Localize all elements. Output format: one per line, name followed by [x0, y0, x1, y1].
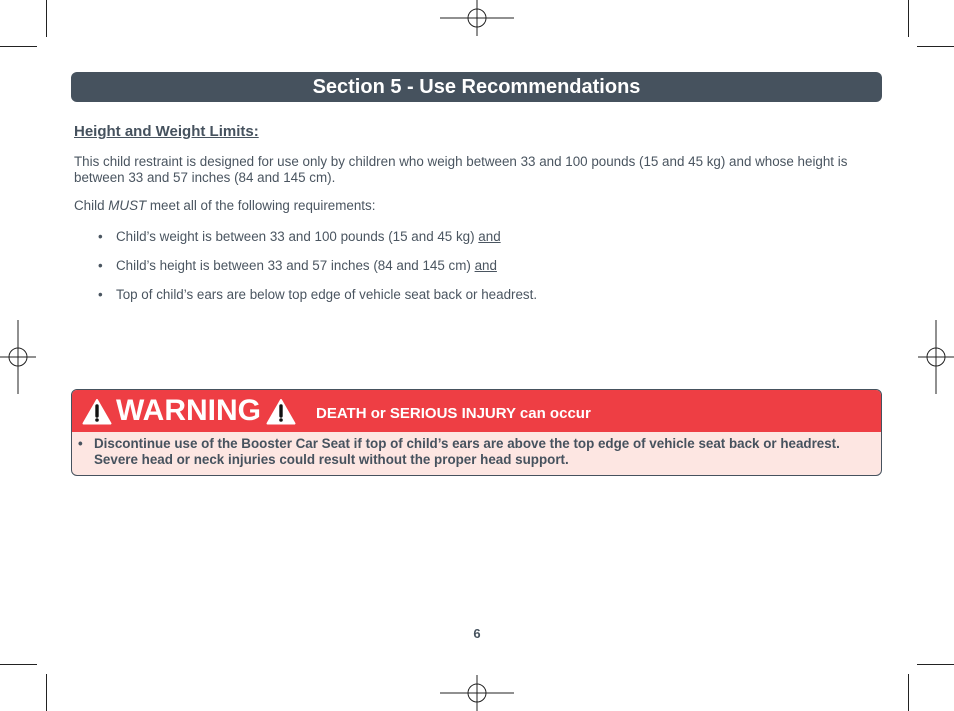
registration-mark-icon [918, 320, 954, 394]
requirements-prefix: Child [74, 198, 109, 213]
list-item [98, 258, 537, 274]
crop-mark [0, 664, 37, 665]
crop-mark [917, 664, 954, 665]
requirements-intro [74, 198, 375, 214]
page-number: 6 [473, 626, 481, 641]
registration-mark-icon [440, 0, 514, 36]
warning-triangle-icon [266, 398, 296, 425]
warning-body [72, 432, 881, 468]
requirements-list [98, 229, 537, 316]
requirement-body: Child’s weight is between 33 and 100 pounds (15 and 45 kg) [116, 229, 479, 244]
limits-heading: Height and Weight Limits: [74, 123, 259, 140]
bullet-icon: • [98, 229, 103, 244]
warning-text: Discontinue use of the Booster Car Seat if top of child’s ears are above the top edge of vehicle seat back or headrest. Severe head or neck injuries could result without the proper head support. [94, 436, 840, 467]
warning-box [71, 389, 882, 476]
crop-mark [917, 46, 954, 47]
requirement-text [116, 258, 497, 274]
warning-label: WARNING [116, 394, 261, 427]
requirements-emphasis: MUST [108, 198, 147, 213]
crop-mark [46, 0, 47, 37]
list-item [98, 287, 537, 303]
crop-mark [46, 674, 47, 711]
list-item [98, 229, 537, 245]
requirement-text [116, 229, 501, 245]
bullet-icon: • [98, 258, 103, 273]
warning-subtitle: DEATH or SERIOUS INJURY can occur [316, 405, 591, 422]
crop-mark [908, 674, 909, 711]
crop-mark [0, 46, 37, 47]
requirement-text [116, 287, 537, 303]
requirement-conjunction: and [474, 258, 497, 273]
crop-mark [908, 0, 909, 37]
bullet-icon: • [78, 436, 83, 451]
warning-header [72, 390, 881, 432]
section-title: Section 5 - Use Recommendations [312, 76, 641, 98]
requirements-suffix: meet all of the following requirements: [146, 198, 376, 213]
registration-mark-icon [0, 320, 36, 394]
section-header-bar [71, 72, 882, 102]
limits-description: This child restraint is designed for use only by children who weigh between 33 and 100 pounds (15 and 45 kg) and whose height is between 33 and 57 inches (84 and 145 cm). [74, 154, 848, 185]
requirement-body: Top of child’s ears are below top edge of vehicle seat back or headrest. [116, 287, 538, 302]
requirement-body: Child’s height is between 33 and 57 inches (84 and 145 cm) [116, 258, 475, 273]
bullet-icon: • [98, 287, 103, 302]
warning-triangle-icon [82, 398, 112, 425]
requirement-conjunction: and [478, 229, 501, 244]
registration-mark-icon [440, 675, 514, 711]
